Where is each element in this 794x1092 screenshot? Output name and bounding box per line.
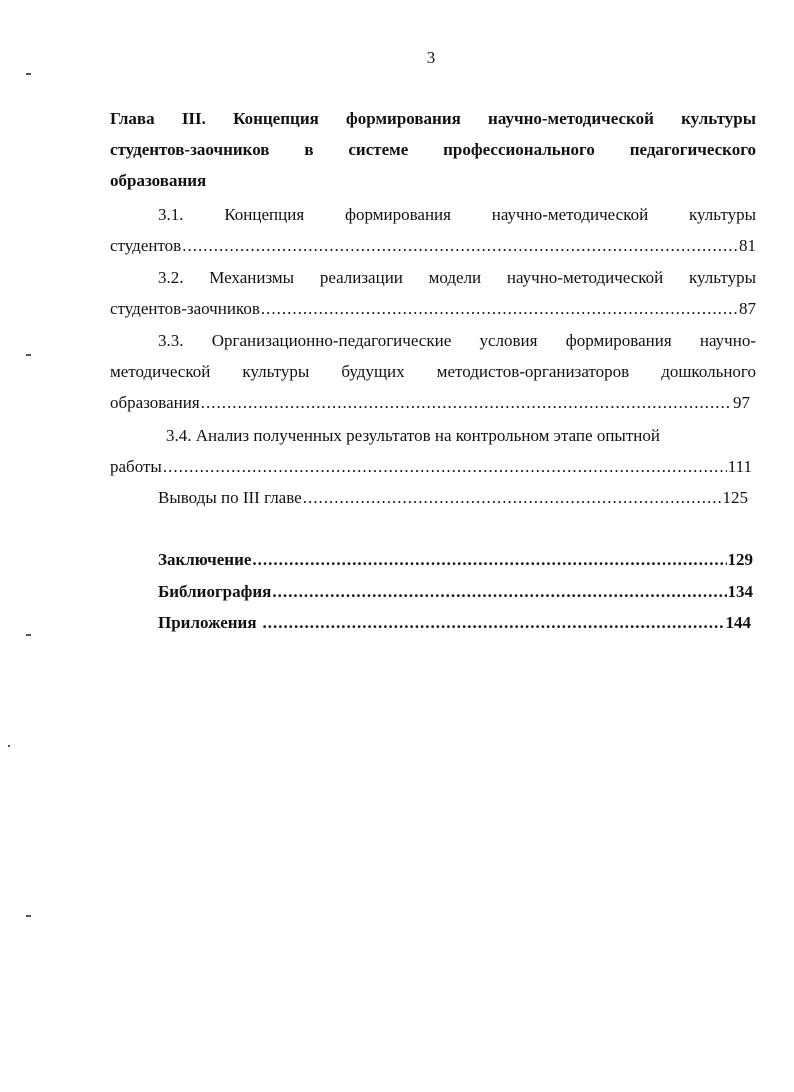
- scan-mark: [26, 634, 31, 636]
- toc-entry-title: 3.4. Анализ полученных результатов на контрольном этапе опытной: [166, 426, 660, 445]
- toc-entry-title-end: студентов-заочников: [110, 299, 260, 318]
- scan-mark: [26, 73, 31, 75]
- chapter-heading-line-1: Глава III. Концепция формирования научно-методической культуры: [110, 109, 756, 128]
- chapter-heading-line-3: образования: [110, 171, 207, 190]
- chapter-heading: [110, 103, 756, 196]
- final-entry-page: 134: [727, 582, 753, 601]
- toc-page-number: 81: [739, 236, 756, 255]
- toc-page-number: 97: [733, 393, 750, 412]
- toc-entry-title-end: студентов: [110, 236, 182, 255]
- dot-leader: [303, 482, 722, 513]
- scan-mark: [8, 745, 10, 747]
- toc-page-number: 111: [727, 457, 752, 476]
- final-entry-label: Приложения: [158, 613, 257, 632]
- toc-entry-title: 3.1. Концепция формирования научно-методической культуры: [158, 205, 756, 224]
- dot-leader: [252, 544, 726, 575]
- dot-leader: [182, 230, 738, 261]
- chapter-heading-line-2: студентов-заочников в системе профессионального педагогического: [110, 140, 756, 159]
- final-entry-bibliography: [158, 576, 753, 607]
- final-entry-conclusion: [158, 544, 753, 575]
- final-entry-page: 144: [725, 613, 751, 632]
- toc-entry-3-3: [110, 325, 756, 418]
- page-number: 3: [426, 48, 436, 67]
- toc-entry-title-middle: методической культуры будущих методистов-организаторов дошкольного: [110, 362, 756, 381]
- toc-entry-title: 3.3. Организационно-педагогические условия формирования научно-: [158, 331, 756, 350]
- dot-leader: [272, 576, 726, 607]
- conclusions-label: Выводы по III главе: [158, 488, 302, 507]
- toc-entry-tail: [110, 387, 756, 418]
- dot-leader: [261, 293, 738, 324]
- toc-entry-title-end: работы: [110, 457, 162, 476]
- toc-entry-title: 3.2. Механизмы реализации модели научно-методической культуры: [158, 268, 756, 287]
- final-entry-label: Заключение: [158, 550, 252, 569]
- conclusions-entry: [158, 482, 748, 513]
- toc-entry-3-2: [110, 262, 756, 324]
- conclusions-page: 125: [722, 488, 748, 507]
- final-entry-label: Библиография: [158, 582, 272, 601]
- toc-entry-3-1: [110, 199, 756, 261]
- scan-mark: [26, 354, 31, 356]
- scan-mark: [26, 915, 31, 917]
- dot-leader: [201, 387, 732, 418]
- final-entry-appendices: [158, 607, 751, 638]
- dot-leader: [163, 451, 727, 482]
- toc-page-number: 87: [739, 299, 756, 318]
- final-entry-page: 129: [727, 550, 753, 569]
- dot-leader: [263, 607, 725, 638]
- toc-entry-title-end: образования: [110, 393, 200, 412]
- toc-entry-3-4: [110, 420, 752, 482]
- toc-entry-tail: [110, 293, 756, 324]
- toc-entry-tail: [110, 230, 756, 261]
- toc-entry-tail: [110, 451, 752, 482]
